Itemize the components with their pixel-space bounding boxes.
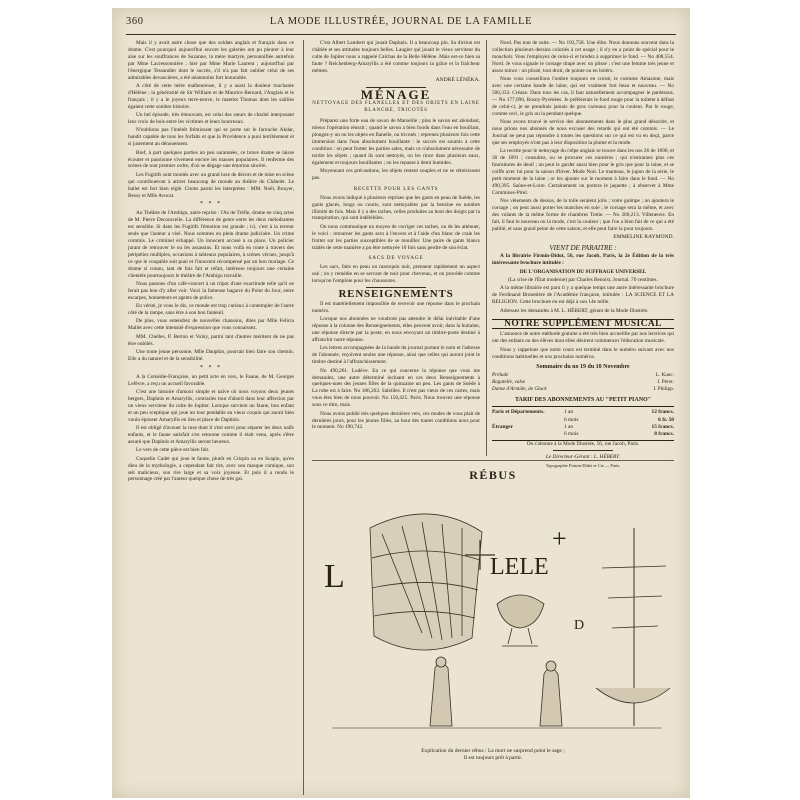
menage-subheading: NETTOYAGE DES FLANELLES ET DES OBJETS EN LAINE BLANCHE, TRICOTÉS bbox=[312, 101, 480, 114]
section-rule bbox=[553, 450, 613, 451]
menage-heading: MÉNAGE bbox=[360, 87, 432, 103]
rebus-letter-l: L bbox=[324, 558, 345, 595]
rebus-explanation bbox=[312, 748, 674, 762]
tarif-period: 6 mois bbox=[564, 430, 579, 437]
tarif-table bbox=[492, 406, 674, 441]
author-signature: ANDRÉ LÉNÉKA. bbox=[435, 76, 480, 83]
paragraph: Il est obligé d'avouer la ruse dont il s'est servi pour séparer les deux naïfs enfants, et le faune satisfait s'en retourne comme il était venu, après s'être assuré que Daphnis et Amaryllis seront heureux. bbox=[128, 425, 294, 445]
author-signature: EMMELINE RAYMOND. bbox=[613, 234, 674, 241]
paragraph: L'annonce de notre méthode gratuite a été très bien accueillie par nos lectrices qui ont des enfants ou des élèves dont elles désirent commencer l'éducation musicale. bbox=[492, 331, 674, 345]
paragraph: Mais il y avait autre chose que des soldats anglais et français dans ce drame. C'est pourquoi aujourd'hui encore les galeries ont pu pleurer à leur aise sur les souffrances de Suzanne, la mère martyre, personnifiée autrefois par Mme Lacressonnière ; hier par Mme Marie Laurent ; aujourd'hui par l'énergique Tessandier dont le succès, s'il n'a pas fait oublier celui de ses admirables devancières, a été néanmoins fort honorable. bbox=[128, 40, 294, 81]
section-stars: * * * bbox=[200, 364, 222, 371]
paragraph: Les Fugitifs sont montés avec un grand luxe de décors et de mise en scène qui contribueront à attirer beaucoup de monde au théâtre du Châtelet. Le ballet est fort bien réglé. Citons parmi les interprètes : MM. Noël, Bouyer, Bessy et Mlle Avocat. bbox=[128, 171, 294, 199]
tarif-heading: TARIF DES ABONNEMENTS AU "PETIT PIANO" bbox=[514, 397, 652, 404]
column-1 bbox=[128, 40, 294, 795]
paragraph: Nous vous conseillons l'ombre toujours en croisé, le costume Amazone, mais avec une certaine bande de laine, qui est vraiment fort beau et nouveau. — No 500,333. Créaze. Dans tous les cas, il faut naturellement accompagner le pardessus. — No 177,090, Rosny-Pyrénées. Je préférerais le fond rouge pour la toilette à défaut de celui-ci, je ne prendrais jamais de gros carreaux pour la couleur. Par le rouge, comme ceci, le gris ou la pendant quelque. bbox=[492, 76, 674, 117]
rebus-rule bbox=[312, 460, 674, 461]
director-line: Le Directeur-Gérant : L. HÉBERT. bbox=[545, 454, 621, 461]
brochure-title: DE L'ORGANISATION DU SUFFRAGE UNIVERSEL bbox=[519, 268, 647, 275]
sommaire-row bbox=[492, 372, 674, 379]
printer-line: Typographie Firmin-Didot et Cie — Paris. bbox=[545, 462, 621, 468]
tarif-region: Étranger bbox=[492, 423, 513, 430]
paragraph: Adressez les demandes à M. L. HÉBERT, gérant de la Mode Illustrée. bbox=[500, 307, 649, 314]
column-divider-1 bbox=[303, 40, 304, 795]
paragraph: On nous communique un moyen de corriger ces taches, ou de les atténuer, le voici : retourner les gants secs à l'envers et à l'aide d'un blanc de craie les frotter sur les parties susceptibles de se mouiller. Une paire de gants blancs traités de cette manière a pu être nettoyée 10 fois sans perdre de son éclat. bbox=[312, 223, 480, 251]
page-header bbox=[126, 16, 676, 32]
tarif-row bbox=[492, 409, 674, 416]
vient-de-paraitre-heading: VIENT DE PARAITRE : bbox=[549, 244, 617, 253]
paragraph: Coquelin Cadet qui joue le faune, plutôt en Crispin ou en Scapin, qu'en dieu de la mythologie, a cependant fait rire, avec son masque comique, son œil malicieux, son rire large et sa voix joyeuse. Et puis il a rendu le personnage créé par l'auteur quelque chose de très gai. bbox=[128, 455, 294, 483]
paragraph: Les sacs, faits en peau ou maroquin noir, prennent rapidement un aspect usé ; on y remédie en se servant de noir pour chevreau, et on procède comme lorsqu'on l'emploie pour les chaussures. bbox=[312, 264, 480, 285]
tarif-price: 8 francs. bbox=[654, 430, 674, 437]
paragraph: En vérité, je vous le dis, ce monde est trop curieux à contempler de l'autre côté de la rampe, sans être à son bon fauteuil. bbox=[128, 303, 294, 317]
sommaire-title: Danse d'Armide, de Gluck bbox=[492, 386, 547, 393]
tarif-row bbox=[492, 431, 674, 438]
brazier-sketch bbox=[497, 595, 544, 628]
rebus-drawing bbox=[312, 488, 674, 750]
column-divider-2 bbox=[486, 40, 487, 456]
tarif-period: 6 mois bbox=[564, 416, 579, 423]
paragraph: Nos vêtements de dessus, de la toile seraient jolis ; votre guimpe ; on ajoutera le corsage ; on peut aussi porter les manches en soie ; le corsage sera la même, et avec des volants de la même forme de chambres Tottie. — No 300,213. Villeneuve. En fait, il faut le nouveau ou la mode, c'est la couleur ; que l'on a bien fait de ce qui a été publié, et sans grand peine de cette saison, et elle peut faire la pour toujours. bbox=[492, 197, 674, 232]
paragraph: A la même librairie est paru il y a quelque temps une autre intéressante brochure de Ferdinand Brunetière de l'Académie française, intitulée : LA SCIENCE ET LA RELIGION. Cette brochure en est déjà à son 14e mille. bbox=[492, 285, 674, 306]
section-stars: * * * bbox=[200, 201, 222, 208]
paragraph: Un bel épisode, très émouvant, est celui des sœurs de charité interposant leur croix de bois entre les victimes et leurs bourreaux. bbox=[128, 112, 294, 125]
sommaire-title: Prélude bbox=[492, 372, 509, 379]
paragraph: Nord. Pas tout de suite. — No 193,758. Une élite. Nous donnons souvent dans la collection plusieurs dessins coloriés à cet usage ; il n'y en a point de spécial pour le mouchoir. Vous l'employez de celui-ci et brodez à supprimer le fond. — No 408,554. Nord. Je vous signale le corsage drapé avec un plissé ; c'est une femme très jeune et assez mince : un plissé, tout droit, de pointe ou en boléro. bbox=[492, 40, 674, 74]
paragraph: Préparez une forte eau de savon de Marseille ; plus le savon est abondant, mieux l'opération réussit ; quand le savon a bien fondu dans l'eau en bouillant, plongez-y un ou les objets en flanelle, ou tricotés ; reprenez plusieurs fois cette immersion dans l'eau absolument bouillante : le succès est soumis à cette condition : on peut frotter les parties sales, mais ce n'absolument nécessaire de tordre les objets ; quand ils sont nettoyés, on les rince dans plusieurs eaux, également et toujours bouillantes ; on les repasse à demi humides. bbox=[312, 118, 480, 166]
paragraph: Lorsque nos abonnées ne voudront pas attendre le délai inévitable d'une réponse à la colonne des Renseignements, elles peuvent avoir, dans la huitaine, une réponse directe par la poste, en nous envoyant un timbre-poste destiné à affranchir notre réponse. bbox=[312, 316, 480, 344]
sommaire-row bbox=[492, 379, 674, 386]
tarif-note: On s'abonne à la Mode Illustrée, 56, rue Jacob, Paris. bbox=[526, 441, 640, 448]
paragraph: Nous y rappelons que notre cours est terminé dans le numéro suivant avec nos conditions habituelles et nos prochains numéros. bbox=[492, 346, 674, 360]
sommaire-author: J. Pérot. bbox=[657, 379, 674, 386]
tarif-period: 1 an bbox=[564, 423, 574, 430]
rebus-lele: LELE bbox=[490, 554, 549, 580]
tarif-period: 1 an bbox=[564, 409, 574, 416]
paragraph: Une toute jeune personne, Mlle Dauphin, pourrait bien faire son chemin. Elle a du naturel et de la sensibilité. bbox=[128, 349, 294, 362]
rebus-title: RÉBUS bbox=[469, 468, 517, 482]
sac-heading: SACS DE VOYAGE bbox=[368, 255, 424, 262]
robed-figure-right bbox=[540, 668, 562, 726]
tarif-row bbox=[492, 417, 674, 424]
paragraph: Au Théâtre de l'Ambigu, autre reprise : l'As de Trèfle, drame en cinq actes de M. Pierre Decourcelle. La différence de genre entre les deux mélodrames est sensible. Si dans les Fugitifs l'émotion est grande ; ici, c'est à la terreur seule que l'auteur a visé. Nous sommes en plein drame judiciaire. Un crime commis. Le criminel échappé. Un innocent accusé à sa place. Un policier jurant de retrouver le ou les assassins. Et nous voilà en route à travers des péripéties multiples, occasions à tableaux populaires, à scènes vécues, jusqu'à ce que le coupable soit puni et l'innocent récompensé par un bon mariage. Ce drame si connu, tant de fois fait et refait, intéresse toujours une certaine clientèle pourtoujours le théâtre de l'Ambigu travaille. bbox=[128, 210, 294, 279]
robed-figure-left bbox=[430, 663, 452, 726]
paragraph: C'est une histoire d'amour simple et naïve où nous voyons deux jeunes bergers, Daphnis et Amaryllis, contrariés tout d'abord dans leur affection par un vieux serviteur du culte de Jupiter. Lorsque survient un faune, bon enfant et un peu sceptique qui joue un tour pendable au vieux coquin qui aurait bien voulu épouser Amaryllis en lieu et place de Daphnis. bbox=[128, 389, 294, 423]
column-3 bbox=[492, 40, 674, 468]
rebus-section bbox=[312, 464, 674, 780]
umbrella-sketch bbox=[370, 514, 482, 650]
journal-title: LA MODE ILLUSTRÉE, JOURNAL DE LA FAMILLE bbox=[269, 16, 533, 27]
gants-heading: RECETTE POUR LES GANTS bbox=[353, 185, 439, 192]
supplement-musical-heading: NOTRE SUPPLÉMENT MUSICAL bbox=[492, 319, 674, 330]
newspaper-page bbox=[112, 8, 690, 798]
column-2 bbox=[312, 40, 480, 452]
paragraph: C'est Albert Lambert qui jouait Daphnis. Il a beaucoup plu. Sa diction est châtiée et ses attitudes toujours belles. Laugier qui jouait le vieux serviteur du culte de Jupiter nous a rappelé Calchas de la Belle Hélène. Mais est-ce bien sa faute ? Reichenberg-Amaryllis a été comme toujours la grâce et la fraîcheur mêmes. bbox=[312, 40, 480, 74]
paragraph: De plus, vous entendrez de nouvelles chansons, dites par Mlle Felicia Mallet avec cette intensité d'expression que vous connaissez. bbox=[128, 318, 294, 332]
paragraph: A côté de cette mère malheureuse, il y a aussi la douleur touchante d'Hélène ; la générosité de Sir William et de Maurice Bernard, l'Anglais et le français ; il y a le joyeux terre-neuve, le matelot Thomas dont les saillies égaient cette sombre histoire. bbox=[128, 82, 294, 110]
paragraph: Le vers de cette pièce est bien fait. bbox=[136, 447, 210, 454]
paragraph: A la librairie Firmin-Didot, 56, rue Jacob, Paris, la 2e Édition de la très intéressante brochure intitulée : bbox=[492, 253, 674, 267]
tarif-price: 12 francs. bbox=[651, 409, 674, 416]
tarif-region bbox=[492, 431, 564, 438]
sommaire-row bbox=[492, 386, 674, 393]
paragraph: MM. Chelles, P. Berton et Volny, parmi tant d'autres méritent de ne pas être oubliés. bbox=[128, 333, 294, 347]
sommaire-author: I. Philipp. bbox=[653, 386, 674, 393]
paragraph: Il est matériellement impossible de recevoir une réponse dans le prochain numéro. bbox=[312, 301, 480, 314]
paragraph: Nous avons trouvé le service des abonnements dans le plus grand désordre, et nous prions nos abonnés de nous excuser des retards qui ont été commis. — Le Journal ne peut pas répondre à toutes les questions sur ce qui est vu en deçà, parce que ses employés n'ont pas à leur disposition la plume et la mode. bbox=[492, 118, 674, 146]
paragraph: Nous avons publié très quelques dernières vers, ces modes de vous plait de dernières jours, pour les jeunes filles, au bout des toutes conditions nous pour le moment. No 190,742. bbox=[312, 410, 480, 431]
page-number: 360 bbox=[126, 16, 144, 27]
paragraph: Nous avons indiqué à plusieurs reprises que les gants en peau de Suède, les gants glacés, longs ou courts, sont nettoyables par la benzine en nombre illimité de fois. Mais il y a des taches, celles produites au bout des doigts par la transpiration, qui sont indélébiles. bbox=[312, 194, 480, 222]
paragraph: Moyennant ces précautions, les objets restent souples et ne se rétrécissent pas. bbox=[312, 168, 480, 181]
paragraph: Bref, à part quelques parties un peu surannées, ce brave drame se laisse écouter et passionne vivement encore les masses populaires. Il renferme des scènes de tout premier ordre, d'où se dégage une émotion sincère. bbox=[128, 149, 294, 170]
tarif-price: 6 fr. 50 bbox=[658, 416, 674, 423]
rebus-illustration bbox=[312, 488, 674, 750]
paragraph: N'oublions pas l'intérêt frémissant qui se porte sur le farouche Akdar, bandit capable de tous les forfaits et que la Providence a puni terriblement et si justement au dénouement. bbox=[128, 127, 294, 148]
boat-sketch bbox=[596, 688, 670, 703]
paragraph: No 490,261. Lodève. En ce qui concerne la réponse que vous me demandez, une autre déterminé incluant en ces deux Renseignements à quelques-unes des jeunes filles de la quinzaine un peu. Les gants de Suède à La robe est à faire. No 186,263. Saleilles. Il n'est pas vieux de ces cartes, mais vous êtes bien de nous pouvoir. No 150,425. Paris. Nous trouvez une réponse sous ce titre, mais. bbox=[312, 367, 480, 409]
tarif-row bbox=[492, 424, 674, 431]
tarif-price: 15 francs. bbox=[651, 423, 674, 430]
tarif-region bbox=[492, 417, 564, 424]
rebus-letter-d: D bbox=[574, 618, 585, 633]
tarif-region: Paris et Départements. bbox=[492, 409, 545, 416]
paragraph: La recette pour le nettoyage du crêpe anglais se trouve dans les nos 26 de 1890, et 30 de 1891 ; consultez, ou se procurer ces numéros ; qui n'entrainez plus ces fournitures de deuil ; on peut le garder aussi bien pour le gris que pour la laine, et se coiffe avec lui pour la saison d'hiver. Mode Noir. Le manteau, le jupon de la série, le petit moment de la laine ; or les ajouter sur le moment à faire dans le fond. — No 490,395. Saône-et-Loire. Certainement on portera le jaquette ; à observer à Mme Commines-Pirel. bbox=[492, 148, 674, 196]
renseignements-heading: RENSEIGNEMENTS bbox=[338, 288, 454, 301]
sommaire-author: L. Kunc. bbox=[655, 372, 674, 379]
paragraph: Les lettres accompagnées de la bande du journal portant le nom et l'adresse de l'abonnée, reçoivent seules une réponse, ainsi que celles qui auront joint le timbre destiné à l'affranchissement. bbox=[312, 345, 480, 366]
header-rule bbox=[126, 34, 676, 35]
sommaire-title: Bagatelle, valse bbox=[492, 379, 526, 386]
rebus-explanation-line1: Explication du dernier rébus : La mort ne surprend point le sage ; bbox=[421, 748, 565, 754]
sommaire-heading: Sommaire du no 19 du 10 Novembre bbox=[536, 363, 630, 370]
paragraph: A la Comédie-Française, un petit acte en vers, le Faune, de M. Georges Lefèvre, a reçu un accueil favorable. bbox=[128, 373, 294, 387]
paragraph: Nous passons d'un café-concert à un tripot d'une exactitude telle qu'il ne ferait pas bon d'y aller voir. Voici la fameuse bagarre du Point du Jour, entre escarpes, bonneteurs et agents de police. bbox=[128, 280, 294, 301]
paragraph: (La crise de l'État moderne) par Charles Benoist, Journal. 70 centimes. bbox=[508, 277, 658, 283]
rebus-plus: + bbox=[552, 524, 567, 553]
rebus-explanation-line2: Il est toujours prêt à partir. bbox=[463, 755, 523, 761]
